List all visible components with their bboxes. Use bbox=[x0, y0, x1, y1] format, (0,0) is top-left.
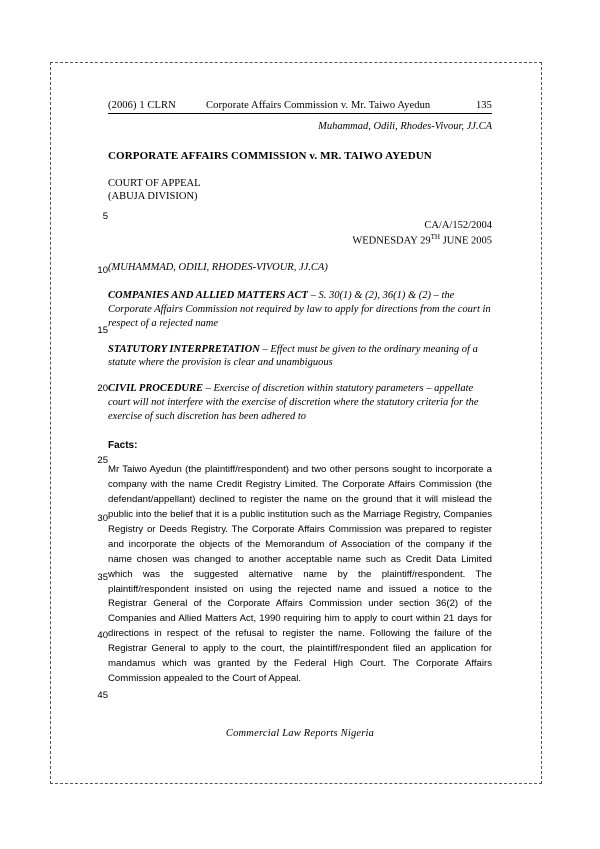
document-body bbox=[108, 100, 492, 687]
headnote-text: – S. 30(1) & (2), 36(1) & (2) – the Corporate Affairs Commission not required by law to apply for directions from the court in respect of a rejected name bbox=[108, 290, 491, 329]
headnote-text: – Exercise of discretion within statutory parameters – appellate court will not interfere with the exercise of discretion where the statutory criteria for the exercise of such discretion has been adhered to bbox=[108, 383, 479, 423]
judgment-date bbox=[108, 233, 492, 248]
court-division: (ABUJA DIVISION) bbox=[108, 191, 198, 203]
facts-heading: Facts: bbox=[108, 439, 138, 451]
line-number: 15 bbox=[97, 325, 108, 336]
running-head-citation: (2006) 1 CLRN bbox=[108, 100, 176, 111]
line-number: 45 bbox=[97, 690, 108, 701]
judges-line: Muhammad, Odili, Rhodes-Vivour, JJ.CA bbox=[318, 121, 492, 132]
headnote-item bbox=[108, 289, 492, 331]
page-footer: Commercial Law Reports Nigeria bbox=[225, 728, 375, 739]
headnote-heading: CIVIL PROCEDURE bbox=[108, 383, 204, 395]
line-number: 30 bbox=[97, 513, 108, 524]
headnote-item bbox=[108, 382, 492, 424]
judicial-panel: (MUHAMMAD, ODILI, RHODES-VIVOUR, JJ.CA) bbox=[108, 262, 328, 274]
line-number: 40 bbox=[97, 630, 108, 641]
judgment-date-ordinal: TH bbox=[430, 232, 441, 241]
judgment-date-prefix: WEDNESDAY 29 bbox=[352, 235, 431, 247]
suit-number: CA/A/152/2004 bbox=[424, 220, 492, 232]
line-number: 25 bbox=[97, 455, 108, 466]
headnote-heading: COMPANIES AND ALLIED MATTERS ACT bbox=[108, 290, 308, 302]
line-number: 35 bbox=[97, 572, 108, 583]
judgment-date-suffix: JUNE 2005 bbox=[440, 235, 492, 247]
headnote-item bbox=[108, 343, 492, 371]
headnote-heading: STATUTORY INTERPRETATION bbox=[108, 343, 260, 355]
facts-paragraph: Mr Taiwo Ayedun (the plaintiff/respondent) and two other persons sought to incorporate a company with the name Credit Registry Limited. The Corporate Affairs Commission (the defendant/appellant) declined to register the name on the ground that it will mislead the public into the belief that it is a public institution such as the Marriage Registry, Companies Registry or Deeds Registry. The Corporate Affairs Commission was prepared to register and incorporate the objects of the Memorandum of Association of the company if the name chosen was changed to another acceptable name such as Credit Data Limited which was the suggested alternative name by the plaintiff/respondent. The plaintiff/respondent insisted on using the rejected name and issued a notice to the Registrar General of the Corporate Affairs Commission under section 36(2) of the Companies and Allied Matters Act, 1990 requiring him to apply to court within 21 days for directions in respect of the refusal to register the name. Following the failure of the Registrar General to apply to the court, the plaintiff/respondent filed an application for mandamus which was granted by the Federal High Court. The Corporate Affairs Commission appealed to the Court of Appeal. bbox=[108, 463, 492, 685]
running-head-case-name: Corporate Affairs Commission v. Mr. Taiwo Ayedun bbox=[206, 100, 431, 111]
line-number: 10 bbox=[97, 265, 108, 276]
court-name: COURT OF APPEAL bbox=[108, 178, 201, 189]
page-number: 135 bbox=[475, 100, 492, 111]
running-head bbox=[108, 100, 492, 111]
line-number: 5 bbox=[102, 211, 108, 222]
case-title: CORPORATE AFFAIRS COMMISSION v. MR. TAIWO AYEDUN bbox=[108, 150, 432, 162]
line-number: 20 bbox=[97, 383, 108, 394]
headnote-text: – Effect must be given to the ordinary meaning of a statute where the provision is clear and unambiguous bbox=[108, 343, 478, 369]
header-rule bbox=[108, 113, 492, 114]
